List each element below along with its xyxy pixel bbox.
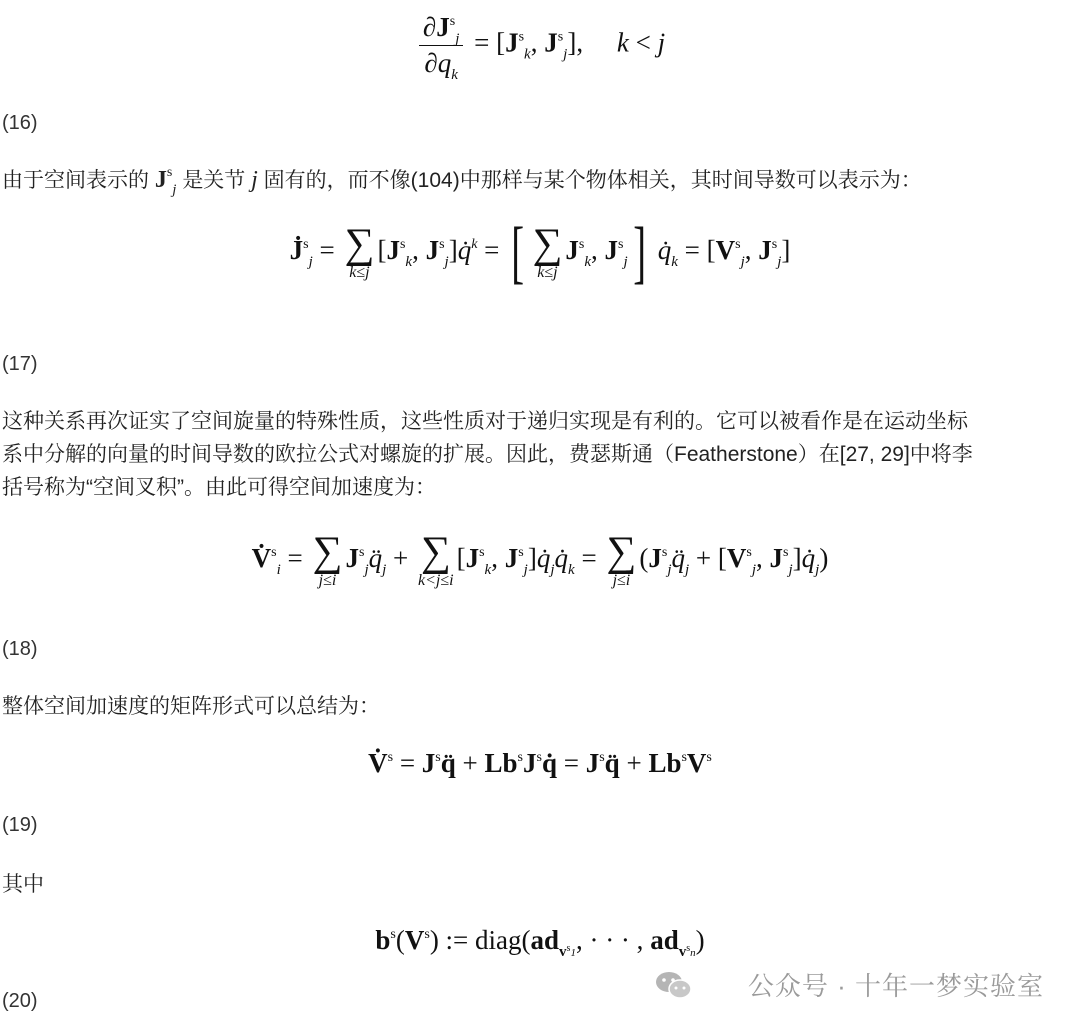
equation-16: $\frac{\partial J^s_j}{\partial q_k}$ = [$J^s_k$, $J^s_j$], k < j bbox=[0, 12, 1080, 79]
equation-number-19: (19) bbox=[2, 814, 38, 836]
wechat-icon bbox=[654, 970, 694, 1000]
equation-number-20: (20) bbox=[2, 990, 38, 1012]
paragraph-2-line-1: 这种关系再次证实了空间旋量的特殊性质，这些性质对于递归实现是有利的。它可以被看作是在运动坐标 bbox=[2, 410, 968, 433]
paragraph-4: 其中 bbox=[2, 873, 44, 896]
equation-20: $b^s(V^s)$ := $diag(ad_{v^s1}$, · · · , $ad_{v^sn}$) bbox=[375, 925, 705, 960]
equation-number-16: (16) bbox=[2, 112, 38, 134]
paragraph-2-line-2: 系中分解的向量的时间导数的欧拉公式对螺旋的扩展。因此，费瑟斯通（Featherstone）在[27, 29]中将李 bbox=[2, 443, 973, 466]
equation-number-18: (18) bbox=[2, 638, 38, 660]
paragraph-3: 整体空间加速度的矩阵形式可以总结为： bbox=[2, 695, 380, 718]
equation-18: V̇$^s_i$ = ∑ j≤i $J^s_jq̈_j$ + ∑ k<j≤i [$J^s_k$, $J^s_j]q̇_jq̇_k$ = ∑ j≤i ($J^s_jq̈_j + [V^s_j$, $J^s_j]q̇_j$) bbox=[251, 529, 829, 589]
paragraph-2-line-3: 括号称为“空间叉积”。由此可得空间加速度为： bbox=[2, 476, 436, 499]
equation-number-17: (17) bbox=[2, 353, 38, 375]
equation-19: V̇$^s$ = $J^sq̈$ + $Lb^sJ^sq̇$ = $J^sq̈ + Lb^sV^s$ bbox=[368, 748, 712, 778]
paragraph-2 bbox=[2, 405, 973, 504]
paragraph-1: 由于空间表示的 $J^s_j$ 是关节 j 固有的，而不像(104)中那样与某个物体相关，其时间导数可以表示为： bbox=[2, 165, 922, 198]
equation-17: J̇$^s_j$ = ∑ k≤j [$J^s_k$, $J^s_j]q̇^k$ = [ ∑ k≤j $J^s_k$, $J^s_j$] $q̇_k = [V^s_j$, $J^s_j$] bbox=[289, 214, 791, 291]
watermark-text: 公众号 · 十年一梦实验室 bbox=[747, 971, 1044, 1001]
